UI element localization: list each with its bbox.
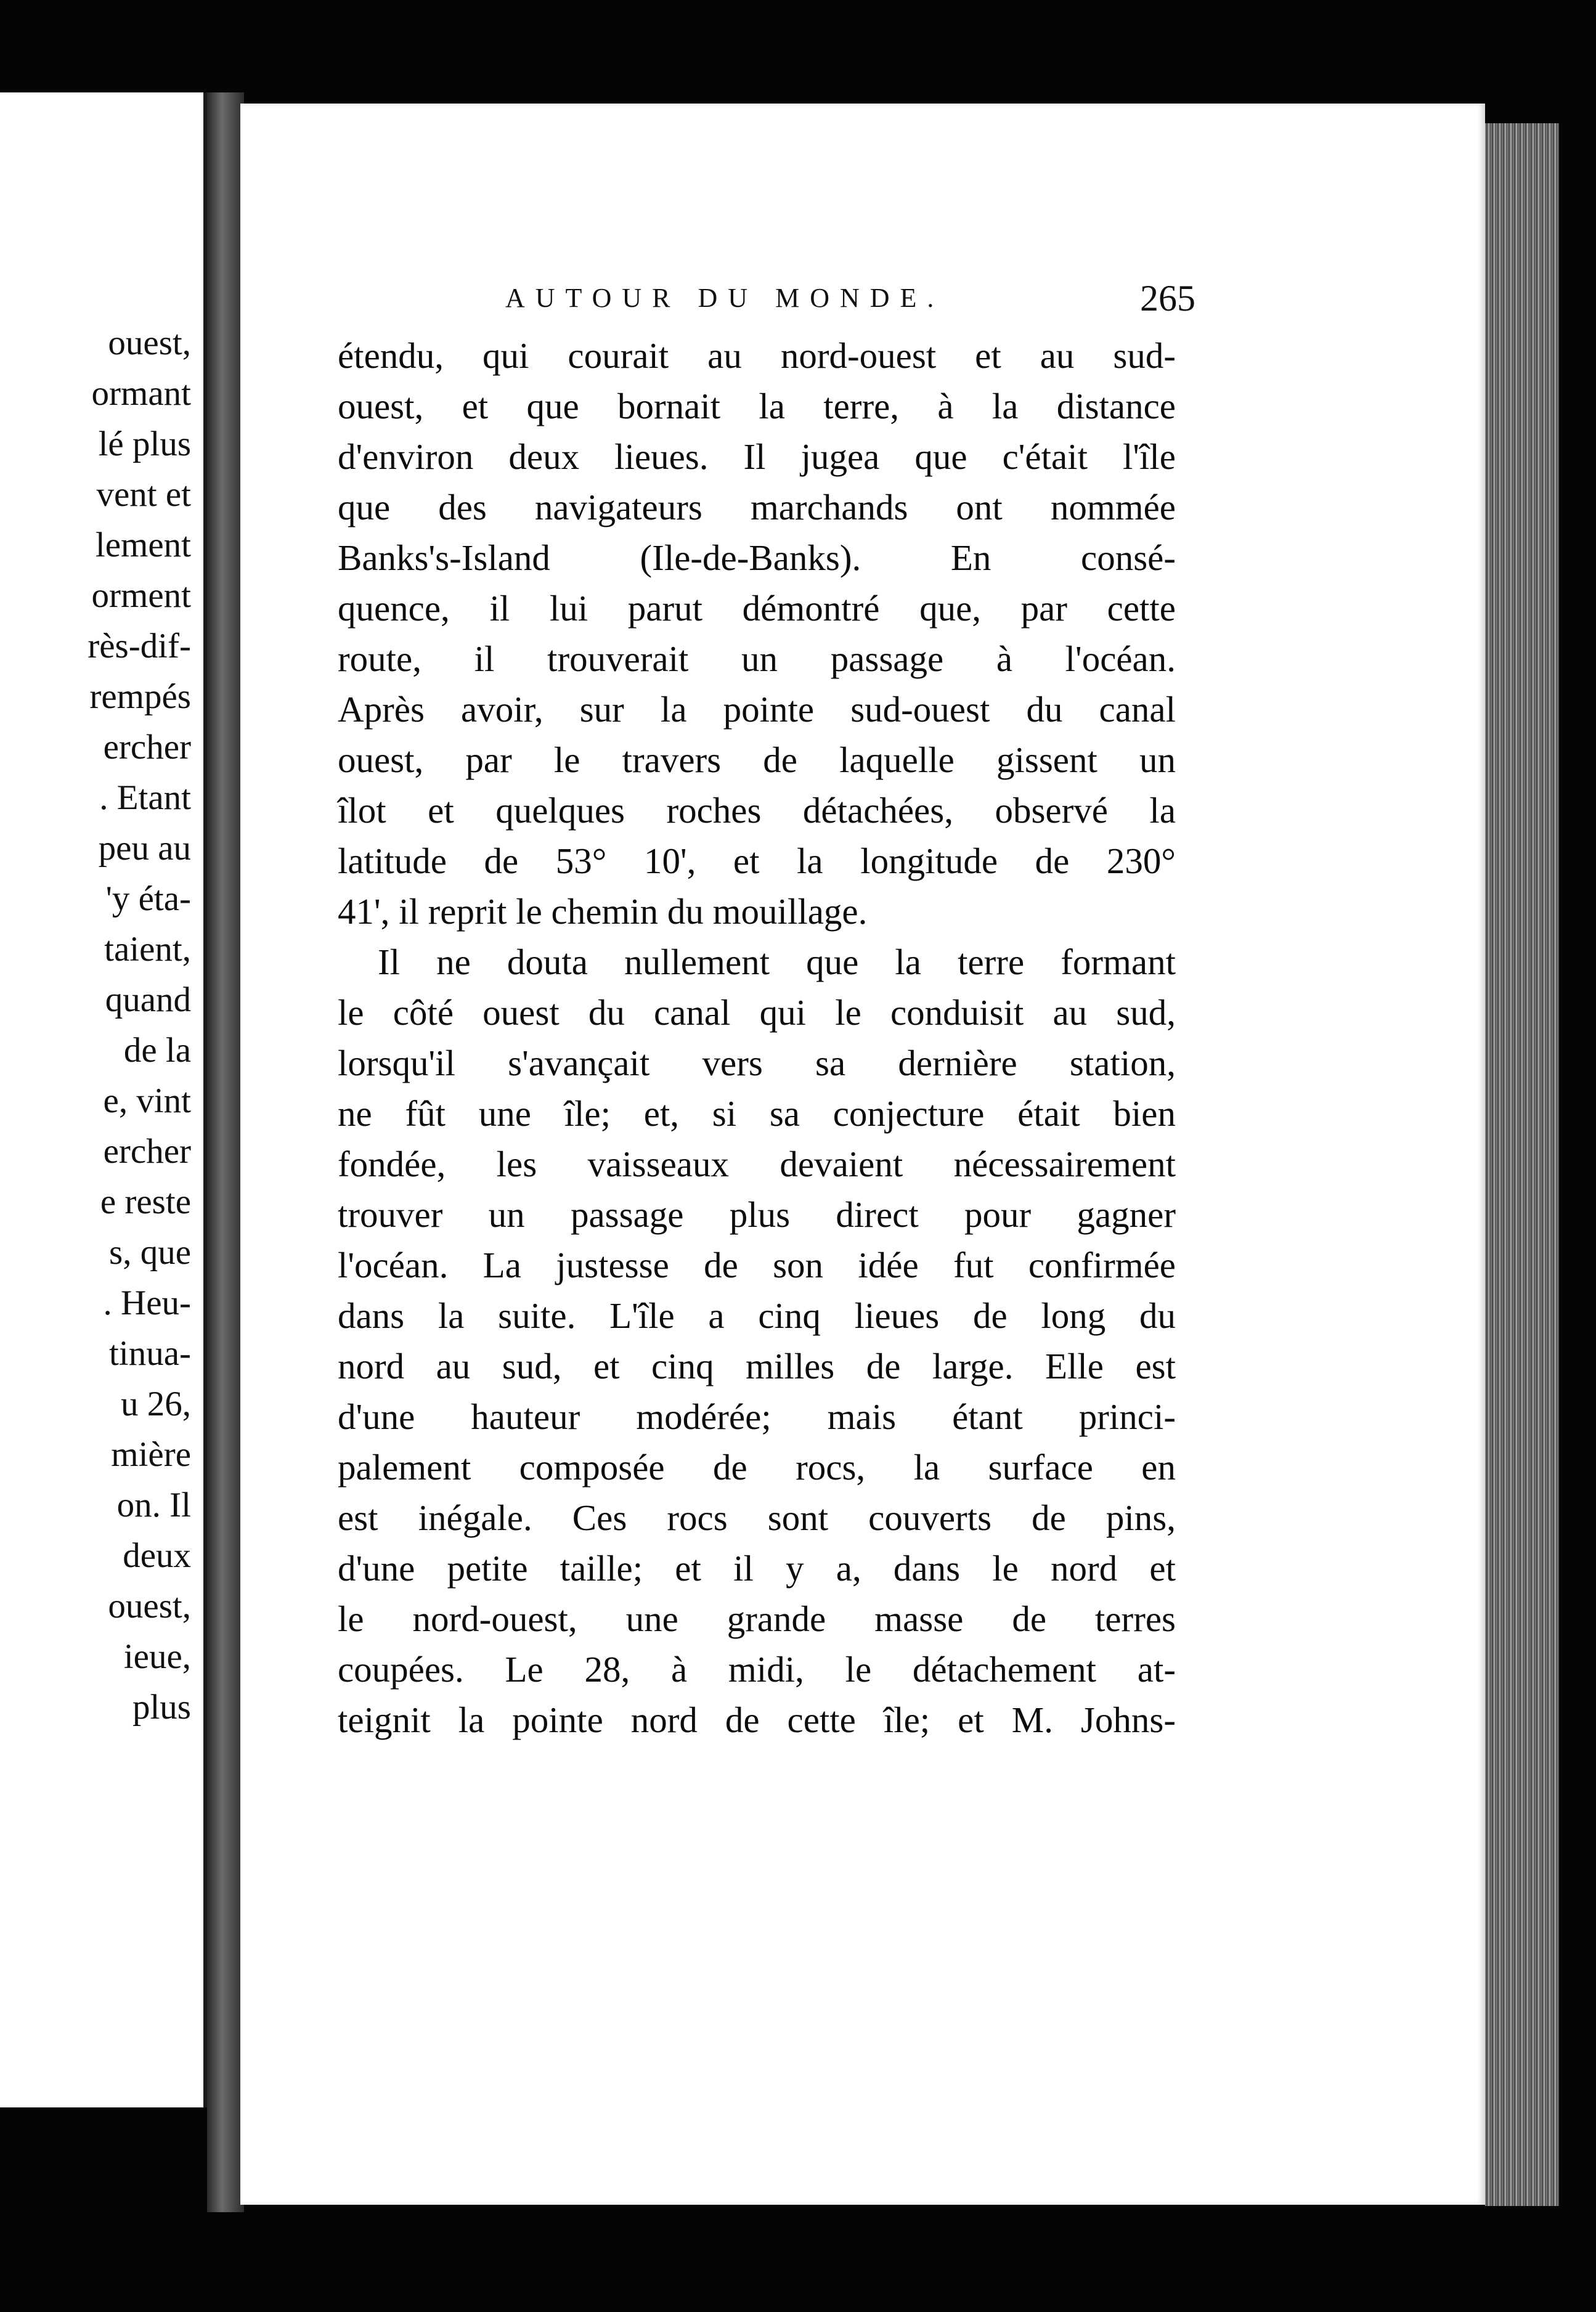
text-line: ouest, par le travers de laquelle gissent un xyxy=(338,739,1176,780)
left-page-line: mière xyxy=(111,1435,191,1474)
left-page-line: quand xyxy=(105,980,191,1019)
left-page-line: s, que xyxy=(109,1233,191,1272)
text-line: route, il trouverait un passage à l'océan. xyxy=(338,638,1176,679)
left-page-line: . Heu- xyxy=(103,1284,191,1322)
text-line: est inégale. Ces rocs sont couverts de pins, xyxy=(338,1497,1176,1538)
left-page-line: e, vint xyxy=(103,1081,191,1120)
text-line: 41', il reprit le chemin du mouillage. xyxy=(338,891,868,932)
left-page-line: orment xyxy=(91,576,191,615)
left-page-line: 'y éta- xyxy=(105,879,191,918)
left-page-line: lé plus xyxy=(98,425,191,463)
text-line: le côté ouest du canal qui le conduisit au sud, xyxy=(338,992,1176,1033)
left-page-line: ormant xyxy=(91,374,191,413)
left-page-line: ercher xyxy=(103,1132,191,1171)
text-line: palement composée de rocs, la surface en xyxy=(338,1447,1176,1488)
text-line: teignit la pointe nord de cette île; et M. Johns- xyxy=(338,1699,1176,1740)
text-line: ne fût une île; et, si sa conjecture était bien xyxy=(338,1093,1176,1134)
running-head xyxy=(505,277,1195,320)
left-page-line: plus xyxy=(132,1688,191,1727)
text-line: Banks's-Island (Ile-de-Banks). En consé- xyxy=(338,537,1176,578)
left-page-line: vent et xyxy=(96,475,191,514)
left-page-line: u 26, xyxy=(121,1385,191,1423)
text-line: d'une petite taille; et il y a, dans le nord et xyxy=(338,1548,1176,1589)
left-page-line: peu au xyxy=(98,829,191,868)
left-page-line: lement xyxy=(95,526,191,564)
left-page-line: ercher xyxy=(103,728,191,767)
text-line: ouest, et que bornait la terre, à la distance xyxy=(338,386,1176,426)
text-line: latitude de 53° 10', et la longitude de 230° xyxy=(338,841,1176,881)
page-edges xyxy=(1485,123,1559,2206)
left-page-line: . Etant xyxy=(99,778,191,817)
left-page-line: rès-dif- xyxy=(88,627,191,666)
text-line: que des navigateurs marchands ont nommée xyxy=(338,487,1176,527)
text-line: d'environ deux lieues. Il jugea que c'était l'île xyxy=(338,436,1176,477)
text-line: étendu, qui courait au nord-ouest et au sud- xyxy=(338,335,1176,376)
left-page-line: rempés xyxy=(89,677,191,716)
text-line: le nord-ouest, une grande masse de terres xyxy=(338,1598,1176,1639)
text-line: lorsqu'il s'avançait vers sa dernière station, xyxy=(338,1043,1176,1083)
book-gutter xyxy=(207,92,244,2212)
text-line: Après avoir, sur la pointe sud-ouest du canal xyxy=(338,689,1176,730)
text-line: îlot et quelques roches détachées, observé la xyxy=(338,790,1176,831)
body-text xyxy=(338,330,1176,1745)
text-line: d'une hauteur modérée; mais étant princi- xyxy=(338,1396,1176,1437)
left-facing-page xyxy=(0,92,207,2107)
page-number: 265 xyxy=(1140,278,1195,319)
text-line: coupées. Le 28, à midi, le détachement at- xyxy=(338,1649,1176,1690)
text-line: dans la suite. L'île a cinq lieues de long du xyxy=(338,1295,1176,1336)
left-page-line: taient, xyxy=(104,930,191,969)
text-line: l'océan. La justesse de son idée fut confirmée xyxy=(338,1245,1176,1285)
left-page-line: deux xyxy=(123,1536,191,1575)
left-page-line: ouest, xyxy=(108,324,191,362)
text-line: trouver un passage plus direct pour gagner xyxy=(338,1194,1176,1235)
left-page-line: de la xyxy=(123,1031,191,1070)
text-line: nord au sud, et cinq milles de large. Elle est xyxy=(338,1346,1176,1386)
left-page-line: on. Il xyxy=(116,1486,191,1524)
left-page-line: ieue, xyxy=(123,1637,191,1676)
left-page-line: ouest, xyxy=(108,1587,191,1626)
left-page-line: e reste xyxy=(100,1182,191,1221)
running-title: AUTOUR DU MONDE. xyxy=(505,283,945,313)
left-page-line: tinua- xyxy=(109,1334,191,1373)
text-line: Il ne douta nullement que la terre formant xyxy=(378,942,1176,982)
text-line: fondée, les vaisseaux devaient nécessairement xyxy=(338,1144,1176,1184)
text-line: quence, il lui parut démontré que, par cette xyxy=(338,588,1176,629)
